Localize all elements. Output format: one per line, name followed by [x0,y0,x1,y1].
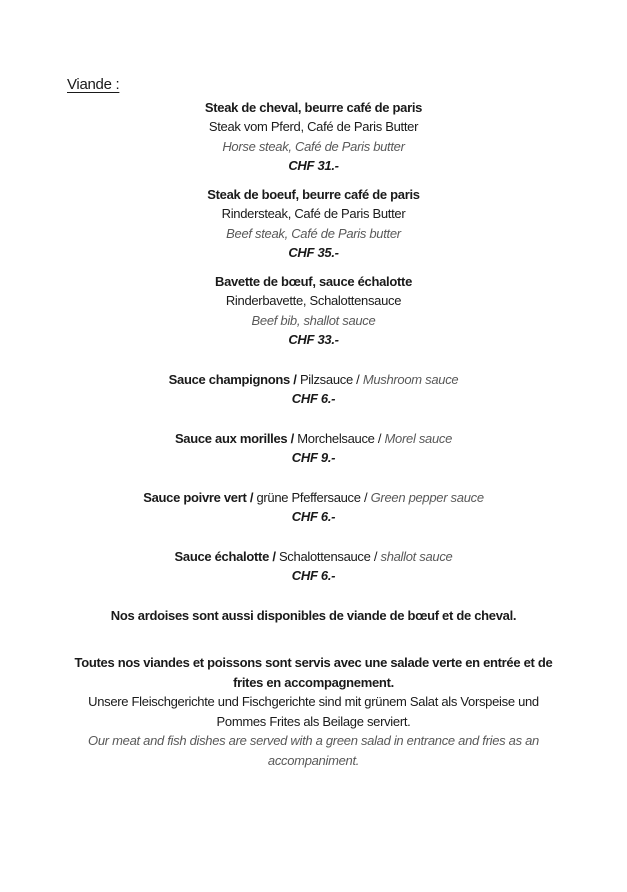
sauce-name-en: Morel sauce [384,430,453,446]
sauce-name-fr: Sauce poivre vert / [143,489,257,505]
sauce-price: CHF 6.- [291,568,336,583]
sauce-name-line [58,488,569,508]
dish-name-de: Rindersteak, Café de Paris Butter [221,206,406,221]
note-serving [58,653,569,770]
sauce-name-de: grüne Pfeffersauce / [256,489,371,505]
sauce-price: CHF 6.- [291,391,336,406]
dish-name-de: Rinderbavette, Schalottensauce [225,293,402,308]
sauce-name-fr: Sauce champignons / [168,371,300,387]
sauce-name-de: Schalottensauce / [278,548,381,564]
note-serving-en: Our meat and fish dishes are served with a green salad in entrance and fries as an accompaniment. [88,733,539,768]
note-ardoises: Nos ardoises sont aussi disponibles de viande de bœuf et de cheval. [110,607,517,623]
sauce-item [58,429,569,468]
dish-name-en: Horse steak, Café de Paris butter [222,138,405,154]
dish-price: CHF 33.- [288,332,339,347]
dish-name-de: Steak vom Pferd, Café de Paris Butter [208,119,419,134]
sauce-name-de: Morchelsauce / [297,430,385,446]
sauce-price: CHF 6.- [291,509,336,524]
sauce-name-en: Mushroom sauce [362,371,459,387]
sauce-name-line [58,370,569,390]
dish-price: CHF 35.- [288,245,339,260]
dish-item [58,272,569,350]
note-serving-fr: Toutes nos viandes et poissons sont servis avec une salade verte en entrée et de frites en accompagnement. [74,655,553,690]
dish-name-fr: Bavette de bœuf, sauce échalotte [214,273,412,289]
dish-name-fr: Steak de boeuf, beurre café de paris [207,186,420,202]
sauce-name-line [58,429,569,449]
dish-name-en: Beef steak, Café de Paris butter [226,225,401,241]
dish-name-en: Beef bib, shallot sauce [251,312,376,328]
section-heading-viande: Viande : [67,76,120,93]
sauce-name-en: shallot sauce [380,548,453,564]
sauce-item [58,547,569,586]
sauce-name-de: Pilzsauce / [299,371,363,387]
sauce-name-en: Green pepper sauce [370,489,484,505]
sauce-name-fr: Sauce aux morilles / [174,430,298,446]
dish-price: CHF 31.- [288,158,339,173]
sauce-item [58,488,569,527]
dish-name-fr: Steak de cheval, beurre café de paris [204,99,423,115]
sauce-name-fr: Sauce échalotte / [174,548,279,564]
dish-item [58,98,569,176]
dish-item [58,185,569,263]
sauce-name-line [58,547,569,567]
note-serving-de: Unsere Fleischgerichte und Fischgerichte sind mit grünem Salat als Vorspeise und Pommes Frites als Beilage serviert. [88,694,539,729]
sauce-item [58,370,569,409]
sauce-price: CHF 9.- [291,450,336,465]
